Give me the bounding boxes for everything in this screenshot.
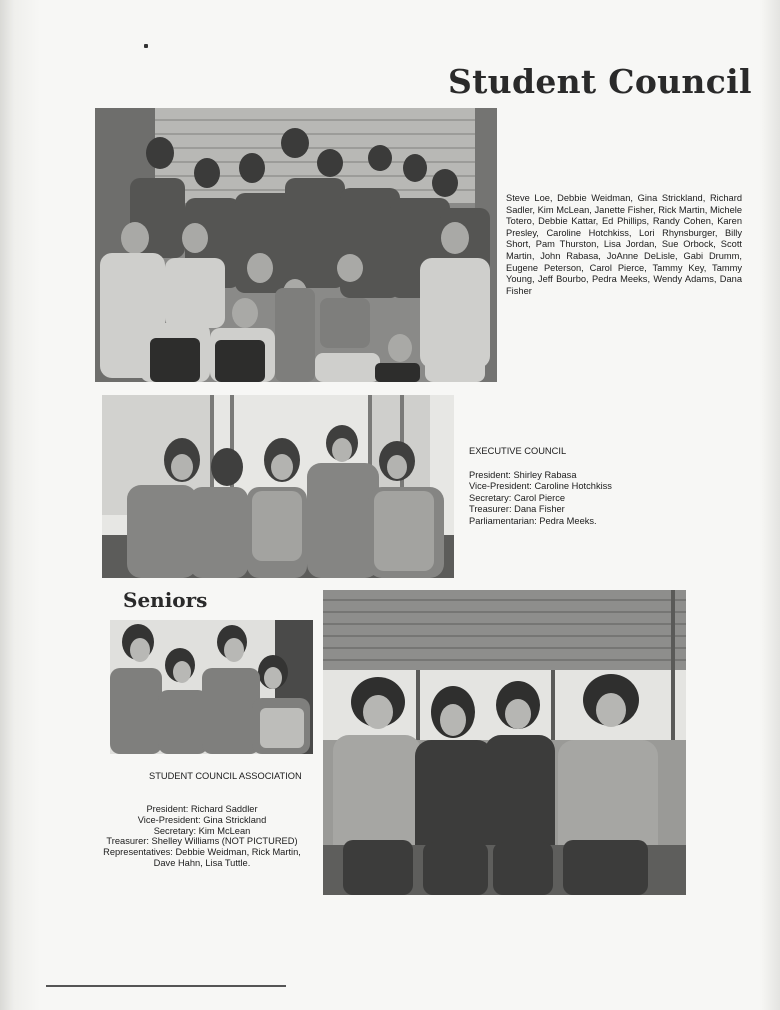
executive-council-line: Secretary: Carol Pierce [469, 492, 566, 503]
executive-council-line: Treasurer: Dana Fisher [469, 504, 565, 515]
association-line: President: Richard Saddler [146, 804, 258, 814]
executive-council-heading: EXECUTIVE COUNCIL [469, 446, 567, 456]
executive-council-photo-image [102, 395, 454, 578]
executive-council-photo [102, 395, 454, 578]
association-heading: STUDENT COUNCIL ASSOCIATION [149, 771, 302, 781]
association-line: Representatives: Debbie Weidman, Rick Martin, [103, 847, 301, 858]
group-names-caption: Steve Loe, Debbie Weidman, Gina Strickland, Richard Sadler, Kim McLean, Janette Fisher, Rick Martin, Michele Totero, Debbie Kattar, Ed Phillips, Randy Cohen, Karen Presley, Caroline Hotchkiss, Lori Rhynsburger, Billy Short, Pam Thurston, Lisa Jordan, Sue Orbock, Scott Martin, John Rabasa, JoAnne DeLisle, Gabi Drumm, Eugene Peterson, Carol Pierce, Tammy Key, Tammy Young, Jeff Bourbo, Pedra Meeks, Wendy Adams, Dana Fisher [506, 193, 742, 296]
association-line: Vice-President: Gina Strickland [137, 814, 267, 825]
seniors-photo [110, 620, 313, 754]
association-photo [323, 590, 686, 895]
section-title: Seniors [123, 588, 208, 612]
association-line: Treasurer: Shelley Williams (NOT PICTURED) [106, 836, 298, 847]
speck-mark [144, 44, 148, 48]
association-line: Dave Hahn, Lisa Tuttle. [153, 857, 251, 868]
page-bottom-rule [46, 985, 286, 987]
association-photo-image [323, 590, 686, 895]
executive-council-line: Vice-President: Caroline Hotchkiss [469, 481, 612, 492]
seniors-photo-image [110, 620, 313, 754]
page-title: Student Council [448, 62, 752, 101]
executive-council-line: Parliamentarian: Pedra Meeks. [469, 515, 597, 526]
association-line: Secretary: Kim McLean [153, 825, 251, 836]
association-caption [92, 804, 312, 869]
executive-council-line: President: Shirley Rabasa [469, 469, 577, 480]
group-photo-image [95, 108, 497, 382]
executive-council-caption [469, 446, 669, 528]
group-photo [95, 108, 497, 382]
